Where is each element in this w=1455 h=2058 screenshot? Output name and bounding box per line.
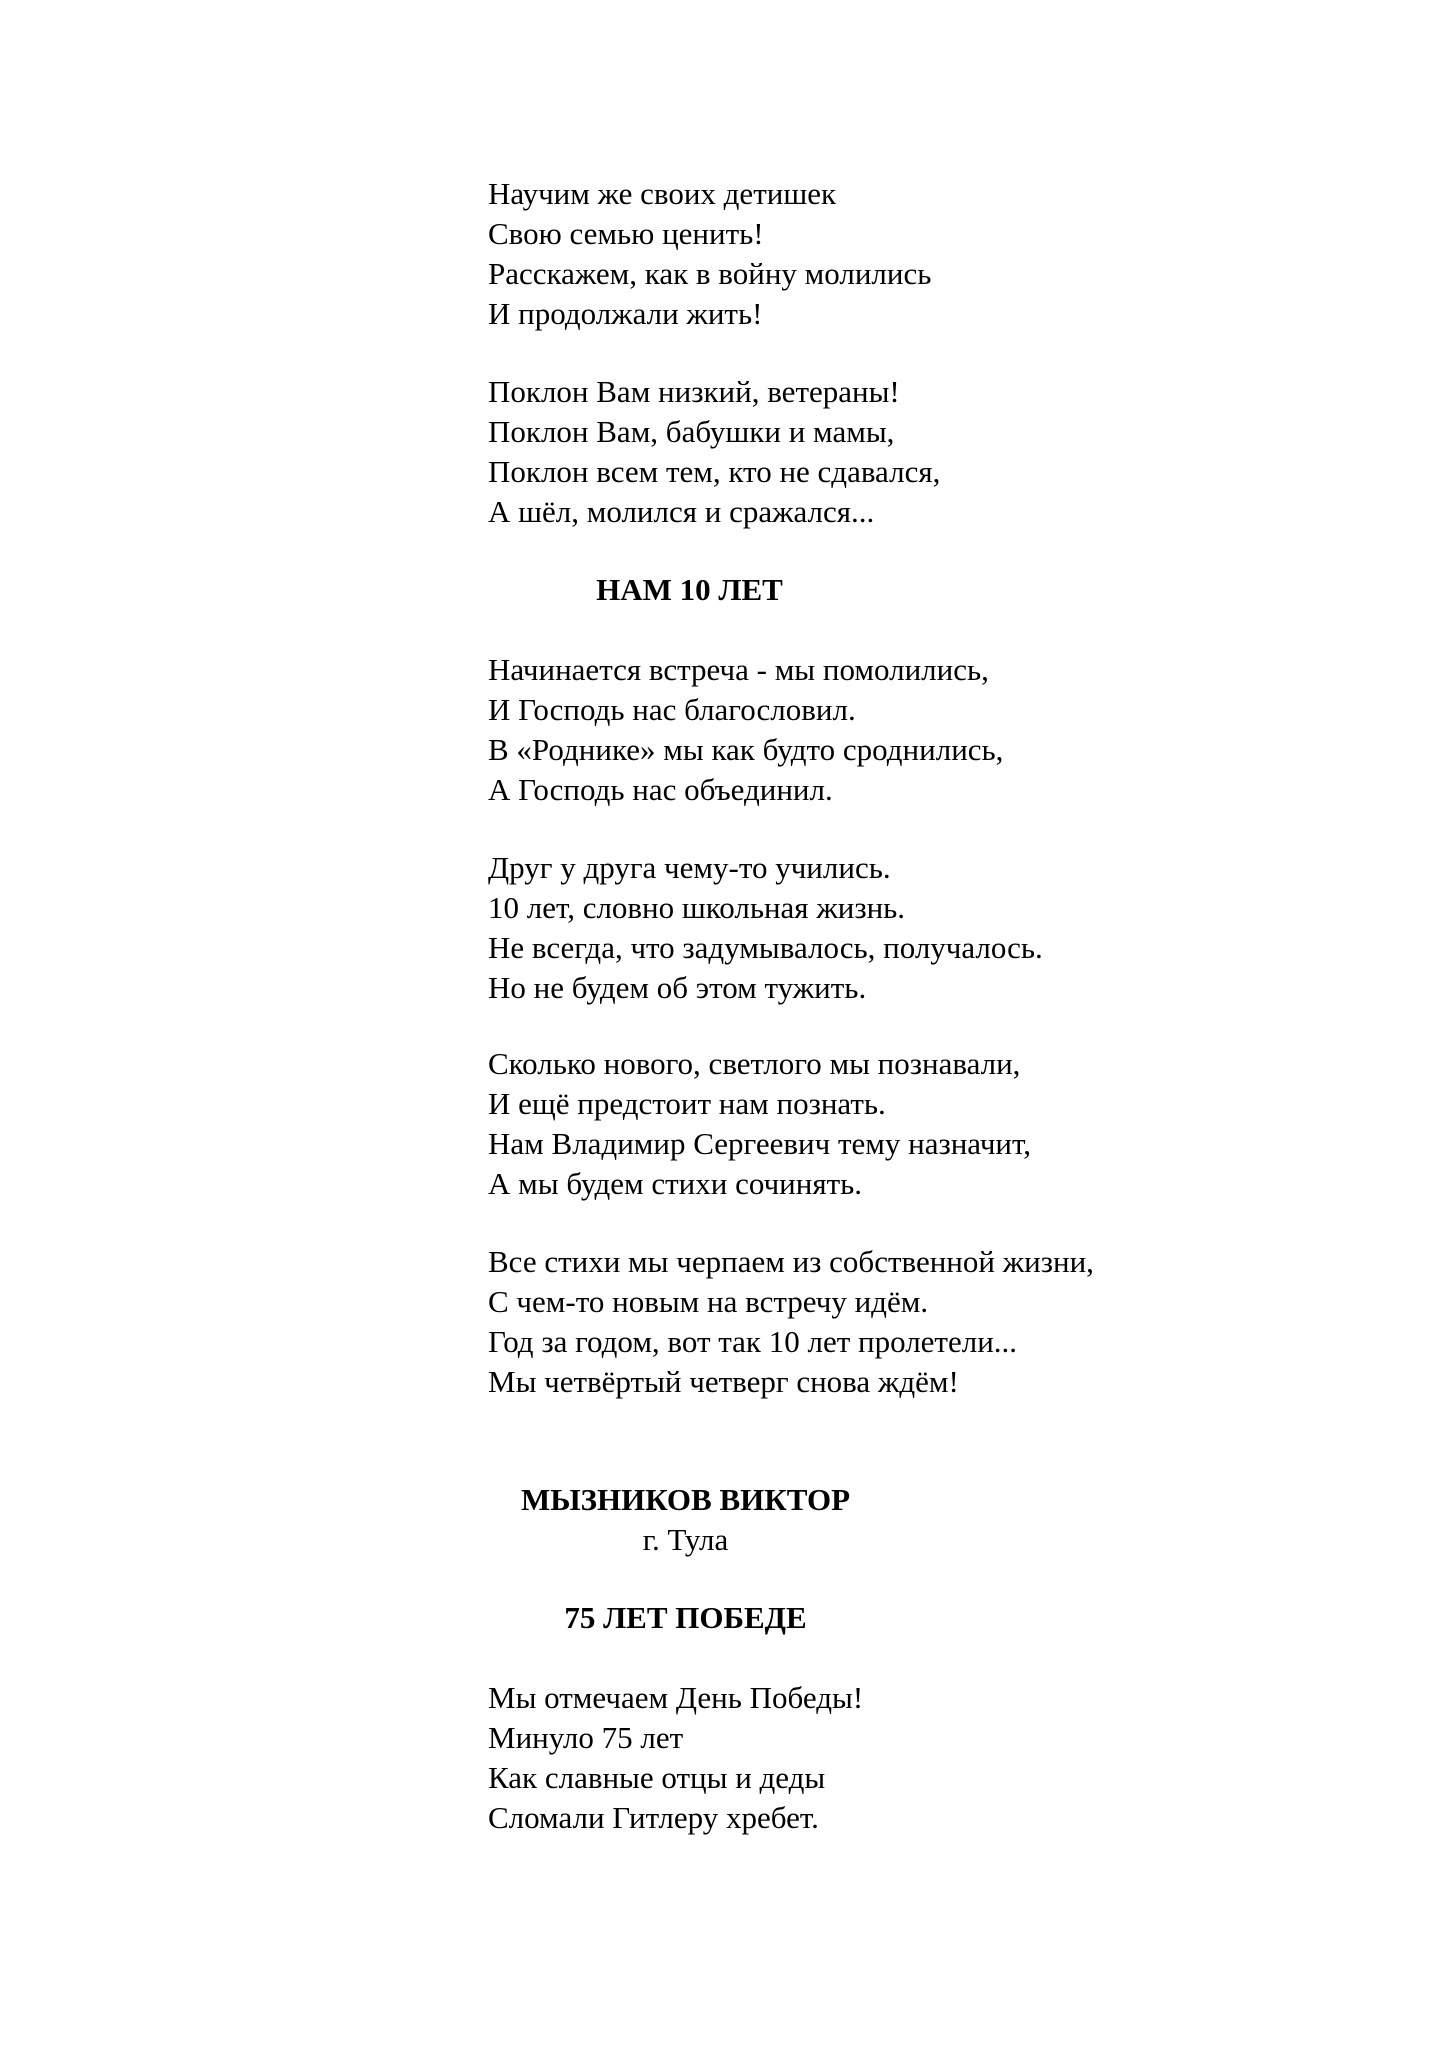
poem-line: Минуло 75 лет — [488, 1720, 684, 1755]
poem-line: Сломали Гитлеру хребет. — [488, 1800, 819, 1835]
poem-line: Мы отмечаем День Победы! — [488, 1680, 864, 1715]
poem1-stanza-1 — [488, 174, 931, 334]
poem3-title: 75 ЛЕТ ПОБЕДЕ — [564, 1600, 807, 1635]
poem-line: Нам Владимир Сергеевич тему назначит, — [488, 1126, 1031, 1161]
poem2-stanza-3 — [488, 1044, 1031, 1204]
poem-line: А шёл, молился и сражался... — [488, 494, 875, 529]
poem-line: А Господь нас объединил. — [488, 772, 833, 807]
poem-line: В «Роднике» мы как будто сроднились, — [488, 732, 1004, 767]
poem-line: Расскажем, как в войну молились — [488, 256, 932, 291]
poem-line: 10 лет, словно школьная жизнь. — [488, 890, 906, 925]
poem-line: Но не будем об этом тужить. — [488, 970, 867, 1005]
poem-line: Друг у друга чему-то учились. — [488, 850, 891, 885]
author-name: МЫЗНИКОВ ВИКТОР — [520, 1482, 851, 1517]
poem-line: Не всегда, что задумывалось, получалось. — [488, 930, 1043, 965]
poem-line: Все стихи мы черпаем из собственной жизни, — [488, 1244, 1094, 1279]
poem-line: Сколько нового, светлого мы познавали, — [488, 1046, 1021, 1081]
poem2-stanza-1 — [488, 650, 1003, 810]
poem-line: Как славные отцы и деды — [488, 1760, 826, 1795]
poem2-title: НАМ 10 ЛЕТ — [596, 572, 783, 607]
poem-line: Свою семью ценить! — [488, 216, 764, 251]
poem2-stanza-2 — [488, 848, 1043, 1008]
poem-line: Мы четвёртый четверг снова ждём! — [488, 1364, 959, 1399]
poem-line: Начинается встреча - мы помолились, — [488, 652, 989, 687]
poem3-stanza-1 — [488, 1678, 863, 1838]
poem-line: Поклон Вам низкий, ветераны! — [488, 374, 900, 409]
poem-line: С чем-то новым на встречу идём. — [488, 1284, 929, 1319]
poem-line: Поклон Вам, бабушки и мамы, — [488, 414, 895, 449]
author-city: г. Тула — [642, 1522, 729, 1557]
poem-line: И ещё предстоит нам познать. — [488, 1086, 886, 1121]
poem-line: А мы будем стихи сочинять. — [488, 1166, 863, 1201]
poem2-stanza-4 — [488, 1242, 1094, 1402]
poem-line: И Господь нас благословил. — [488, 692, 856, 727]
poem-line: И продолжали жить! — [488, 296, 763, 331]
poem1-stanza-2 — [488, 372, 940, 532]
poem-line: Год за годом, вот так 10 лет пролетели... — [488, 1324, 1018, 1359]
poem-line: Поклон всем тем, кто не сдавался, — [488, 454, 941, 489]
poem-line: Научим же своих детишек — [488, 176, 837, 211]
